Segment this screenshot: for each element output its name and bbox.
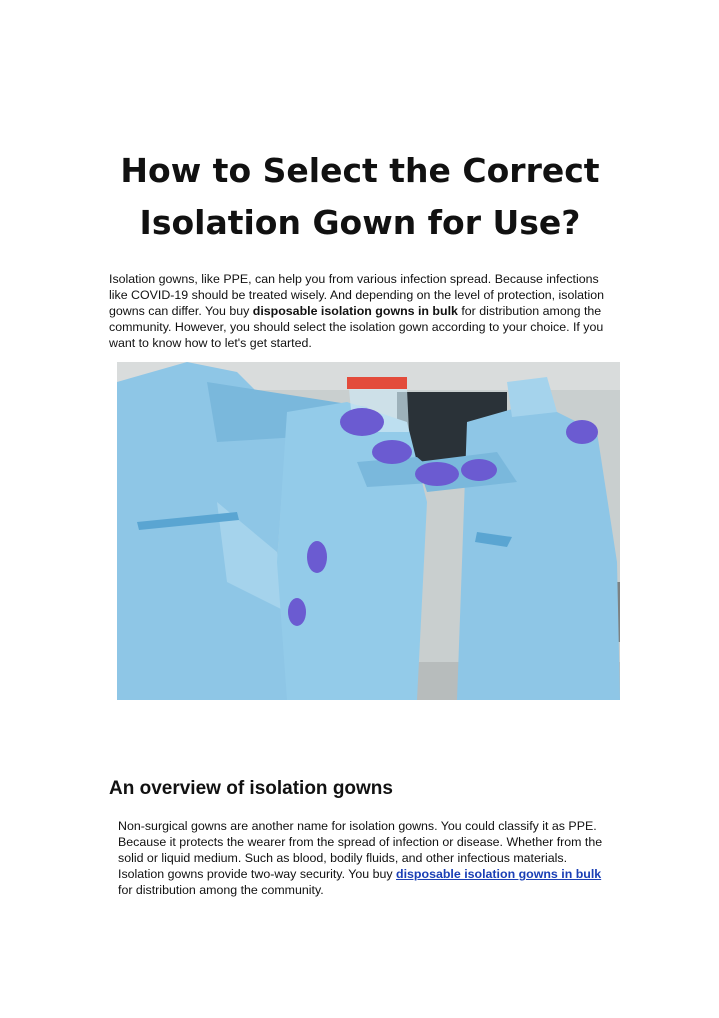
overview-text-after: for distribution among the community. (118, 883, 324, 897)
gown-photo (117, 362, 620, 700)
gown-photo-illustration (117, 362, 620, 700)
intro-text-after: for distribution among the community. However, you should select the isolation gown according to your choice. If you want to know how to let's get started. (109, 304, 604, 350)
intro-paragraph (109, 271, 609, 351)
title-line-2: Isolation Gown for Use? (139, 203, 581, 242)
section-heading: An overview of isolation gowns (109, 778, 393, 799)
title-line-1: How to Select the Correct (120, 151, 600, 190)
intro-bold-link[interactable]: disposable isolation gowns in bulk (252, 304, 458, 318)
page-title (90, 145, 630, 249)
intro-text-before: Isolation gowns, like PPE, can help you from various infection spread. Because infections like COVID-19 should be treated wisely. And depending on the level of protection, isolation gowns can differ. You buy (109, 272, 605, 318)
overview-text-before: Non-surgical gowns are another name for isolation gowns. You could classify it as PPE. Because it protects the wearer from the spread of infection or disease. Whether from the solid or liquid medium. Such as blood, bodily fluids, and other infectious materials. Isolation gowns provide two-way security. You buy (118, 819, 603, 881)
overview-paragraph (118, 818, 608, 898)
overview-link[interactable]: disposable isolation gowns in bulk (396, 867, 602, 881)
